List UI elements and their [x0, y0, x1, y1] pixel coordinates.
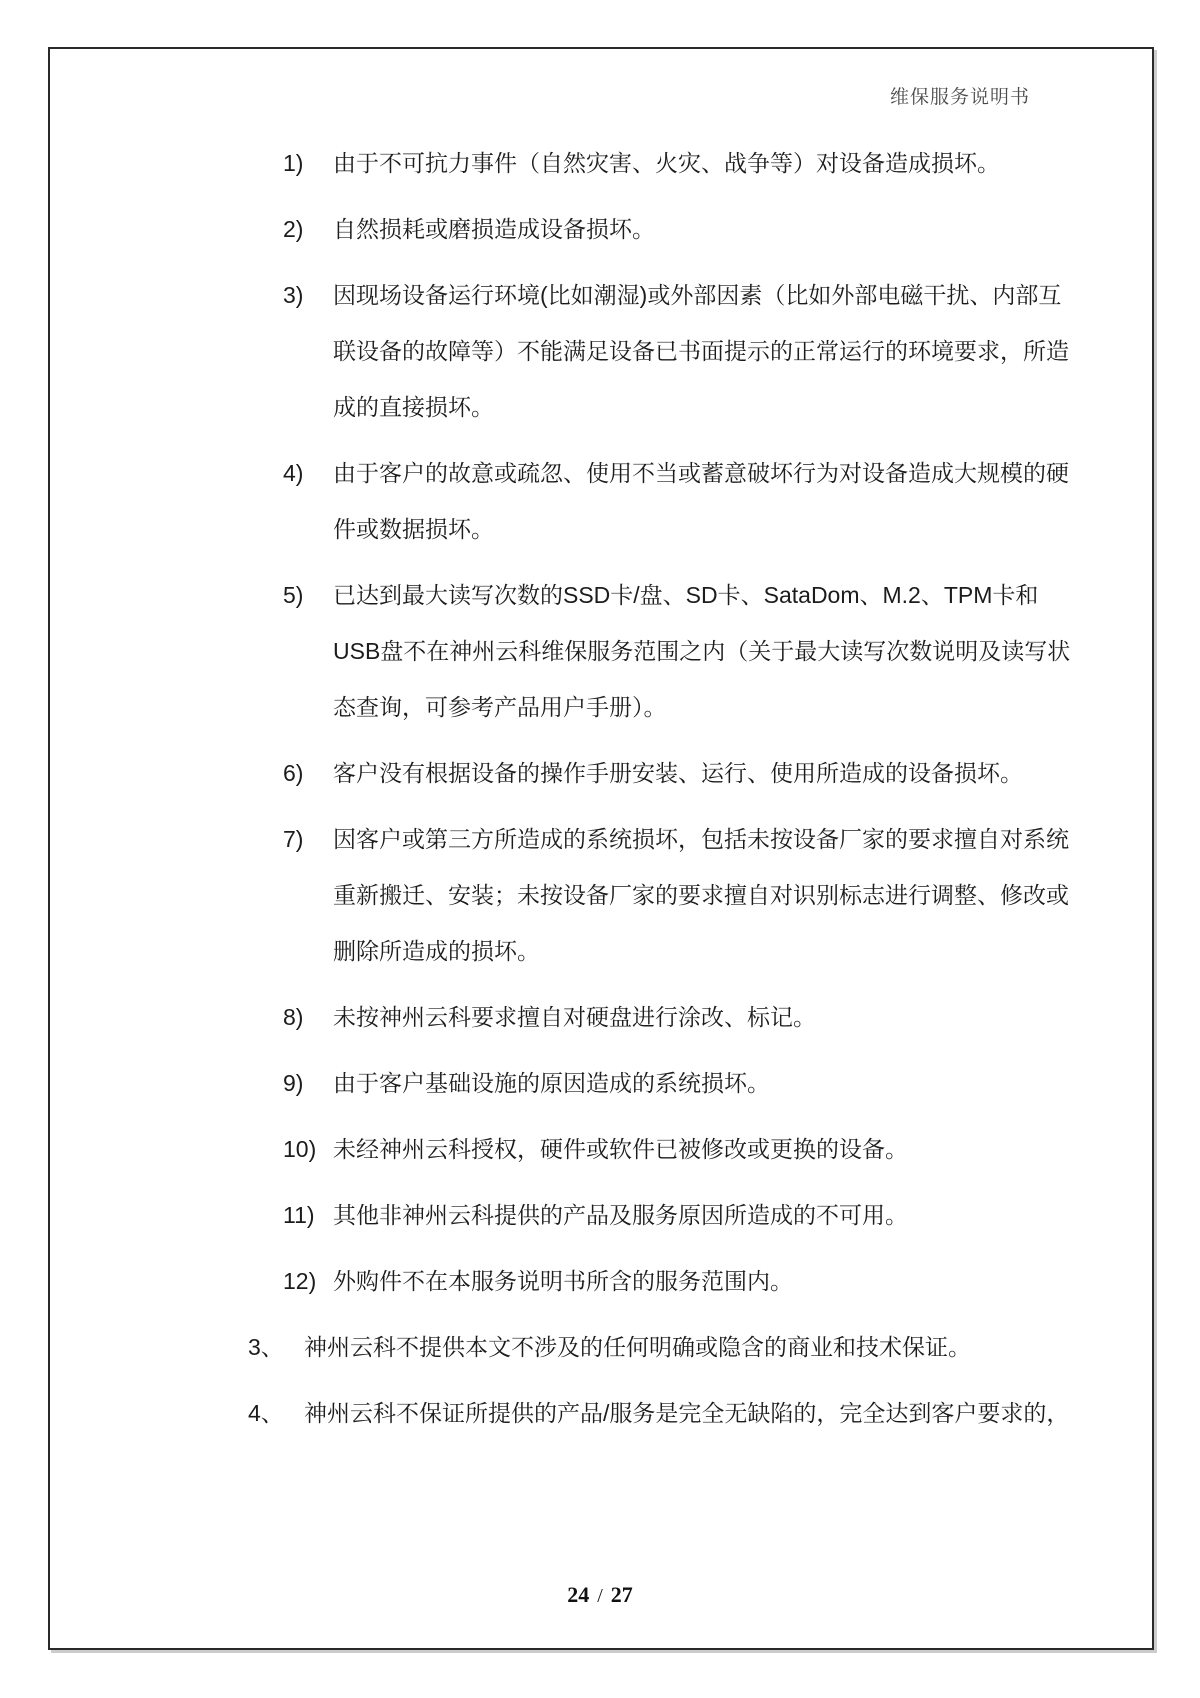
item-line: 由于不可抗力事件（自然灾害、火灾、战争等）对设备造成损坏。 [333, 150, 1000, 176]
list-item [248, 745, 1138, 801]
document-header-title: 维保服务说明书 [890, 87, 1031, 108]
item-line: 客户没有根据设备的操作手册安装、运行、使用所造成的设备损坏。 [333, 760, 1023, 786]
item-line: 删除所造成的损坏。 [333, 938, 540, 964]
item-number: 4) [283, 460, 304, 486]
list-item [248, 1385, 1138, 1441]
item-text [333, 1121, 1138, 1177]
item-line: 联设备的故障等）不能满足设备已书面提示的正常运行的环境要求，所造 [333, 338, 1069, 364]
item-line: 重新搬迁、安装；未按设备厂家的要求擅自对识别标志进行调整、修改或 [333, 882, 1069, 908]
item-number: 7) [283, 826, 304, 852]
item-text [333, 567, 1138, 735]
item-number: 8) [283, 1004, 304, 1030]
item-text [333, 1253, 1138, 1309]
item-line: 外购件不在本服务说明书所含的服务范围内。 [333, 1268, 793, 1294]
item-line: 由于客户基础设施的原因造成的系统损坏。 [333, 1070, 770, 1096]
list-item [248, 445, 1138, 557]
item-text [333, 445, 1138, 557]
item-number: 3、 [248, 1334, 284, 1360]
item-number: 4、 [248, 1400, 284, 1426]
item-text [333, 745, 1138, 801]
item-text [333, 135, 1138, 191]
item-line: USB盘不在神州云科维保服务范围之内（关于最大读写次数说明及读写状 [333, 638, 1071, 664]
page-number-current: 24 [567, 1582, 590, 1607]
item-line: 因现场设备运行环境(比如潮湿)或外部因素（比如外部电磁干扰、内部互 [333, 282, 1062, 308]
item-number: 12) [283, 1268, 317, 1294]
item-number: 9) [283, 1070, 304, 1096]
item-text [333, 811, 1138, 979]
item-line: 未经神州云科授权，硬件或软件已被修改或更换的设备。 [333, 1136, 908, 1162]
item-line: 已达到最大读写次数的SSD卡/盘、SD卡、SataDom、M.2、TPM卡和 [333, 582, 1039, 608]
list-item [248, 1055, 1138, 1111]
list-item [248, 567, 1138, 735]
list-item [248, 135, 1138, 191]
list-item [248, 1319, 1138, 1375]
item-number: 10) [283, 1136, 317, 1162]
item-text [333, 1187, 1138, 1243]
item-line: 由于客户的故意或疏忽、使用不当或蓄意破坏行为对设备造成大规模的硬 [333, 460, 1069, 486]
item-line: 自然损耗或磨损造成设备损坏。 [333, 216, 655, 242]
item-line: 神州云科不保证所提供的产品/服务是完全无缺陷的，完全达到客户要求的， [304, 1400, 1070, 1426]
item-number: 1) [283, 150, 304, 176]
page-number-separator: / [597, 1585, 603, 1607]
item-text [333, 989, 1138, 1045]
list-item [248, 811, 1138, 979]
list-item [248, 1187, 1138, 1243]
item-text [333, 201, 1138, 257]
item-line: 态查询，可参考产品用户手册）。 [333, 694, 667, 720]
item-text [333, 1055, 1138, 1111]
item-text [304, 1385, 1138, 1441]
item-line: 其他非神州云科提供的产品及服务原因所造成的不可用。 [333, 1202, 908, 1228]
item-number: 5) [283, 582, 304, 608]
item-line: 未按神州云科要求擅自对硬盘进行涂改、标记。 [333, 1004, 816, 1030]
item-line: 成的直接损坏。 [333, 394, 494, 420]
item-line: 神州云科不提供本文不涉及的任何明确或隐含的商业和技术保证。 [304, 1334, 971, 1360]
item-line: 因客户或第三方所造成的系统损坏，包括未按设备厂家的要求擅自对系统 [333, 826, 1069, 852]
item-number: 3) [283, 282, 304, 308]
page-footer [0, 1582, 1200, 1608]
item-number: 2) [283, 216, 304, 242]
list-item [248, 1121, 1138, 1177]
item-text [333, 267, 1138, 435]
page-number-total: 27 [610, 1582, 633, 1607]
list-item [248, 267, 1138, 435]
list-item [248, 989, 1138, 1045]
item-text [304, 1319, 1138, 1375]
item-line: 件或数据损坏。 [333, 516, 494, 542]
item-number: 11) [283, 1202, 315, 1228]
list-item [248, 1253, 1138, 1309]
list-item [248, 201, 1138, 257]
service-exclusion-list [248, 135, 1138, 1451]
item-number: 6) [283, 760, 304, 786]
